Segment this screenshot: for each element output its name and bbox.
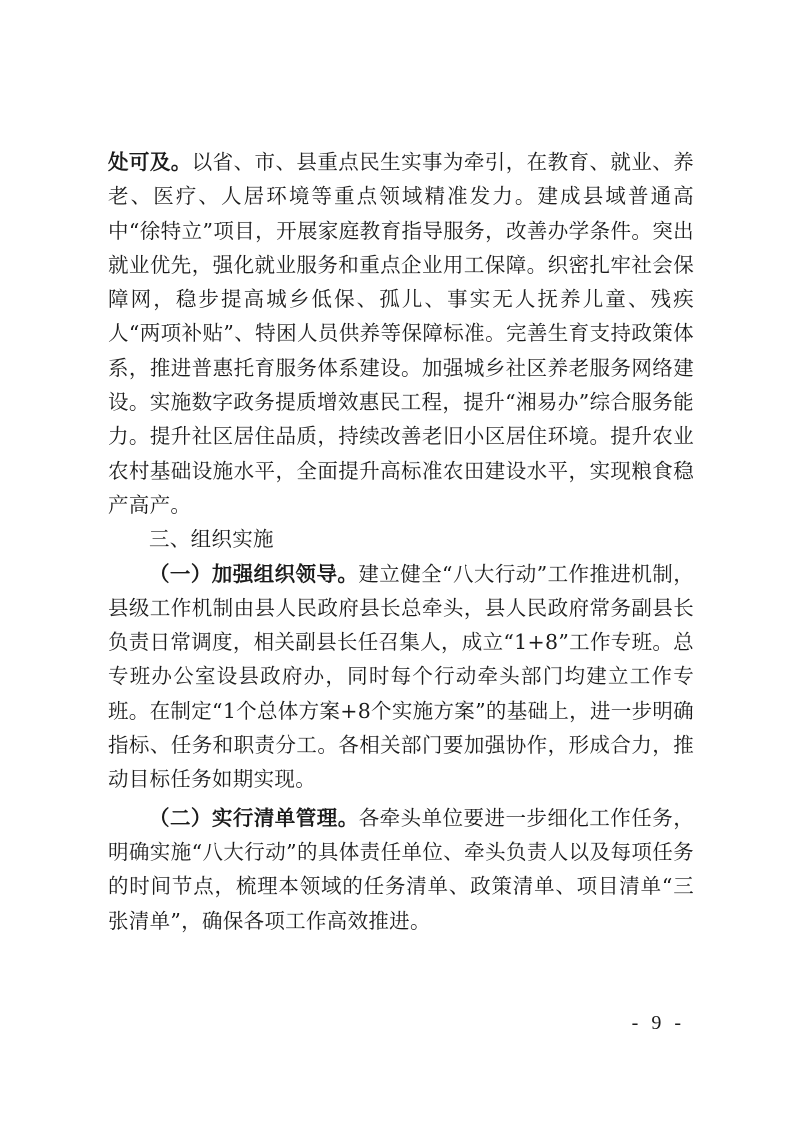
- section-heading: 三、组织实施: [149, 527, 274, 552]
- paragraph-lead: （一）加强组织领导。: [149, 561, 359, 586]
- paragraph-lead: 处可及。: [108, 150, 192, 174]
- paragraph-continuation: [108, 145, 694, 522]
- paragraph-body: 建立健全“八大行动”工作推进机制，县级工作机制由县人民政府县长总牵头，县人民政府常务副县长负责日常调度，相关副县长任召集人，成立“1+8”工作专班。总专班办公室设县政府办，同时每个行动牵头部门均建立工作专班。在制定“1个总体方案+8个实施方案”的基础上，进一步明确指标、任务和职责分工。各相关部门要加强协作，形成合力，推动目标任务如期实现。: [108, 561, 695, 792]
- paragraph-lead: （二）实行清单管理。: [149, 805, 359, 830]
- page-number: - 9 -: [631, 1012, 685, 1034]
- paragraph-list-management: [108, 801, 694, 938]
- paragraph-body: 以省、市、县重点民生实事为牵引，在教育、就业、养老、医疗、人居环境等重点领域精准发力。建成县域普通高中“徐特立”项目，开展家庭教育指导服务，改善办学条件。突出就业优先，强化就业服务和重点企业用工保障。织密扎牢社会保障网，稳步提高城乡低保、孤儿、事实无人抚养儿童、残疾人“两项补贴”、特困人员供养等保障标准。完善生育支持政策体系，推进普惠托育服务体系建设。加强城乡社区养老服务网络建设。实施数字政务提质增效惠民工程，提升“湘易办”综合服务能力。提升社区居住品质，持续改善老旧小区居住环境。提升农业农村基础设施水平，全面提升高标准农田建设水平，实现粮食稳产高产。: [108, 150, 694, 517]
- paragraph-body: 各牵头单位要进一步细化工作任务，明确实施“八大行动”的具体责任单位、牵头负责人以及每项任务的时间节点，梳理本领域的任务清单、政策清单、项目清单“三张清单”，确保各项工作高效推进。: [108, 805, 694, 933]
- body-text: [108, 145, 694, 938]
- paragraph-organization-leadership: [108, 557, 694, 797]
